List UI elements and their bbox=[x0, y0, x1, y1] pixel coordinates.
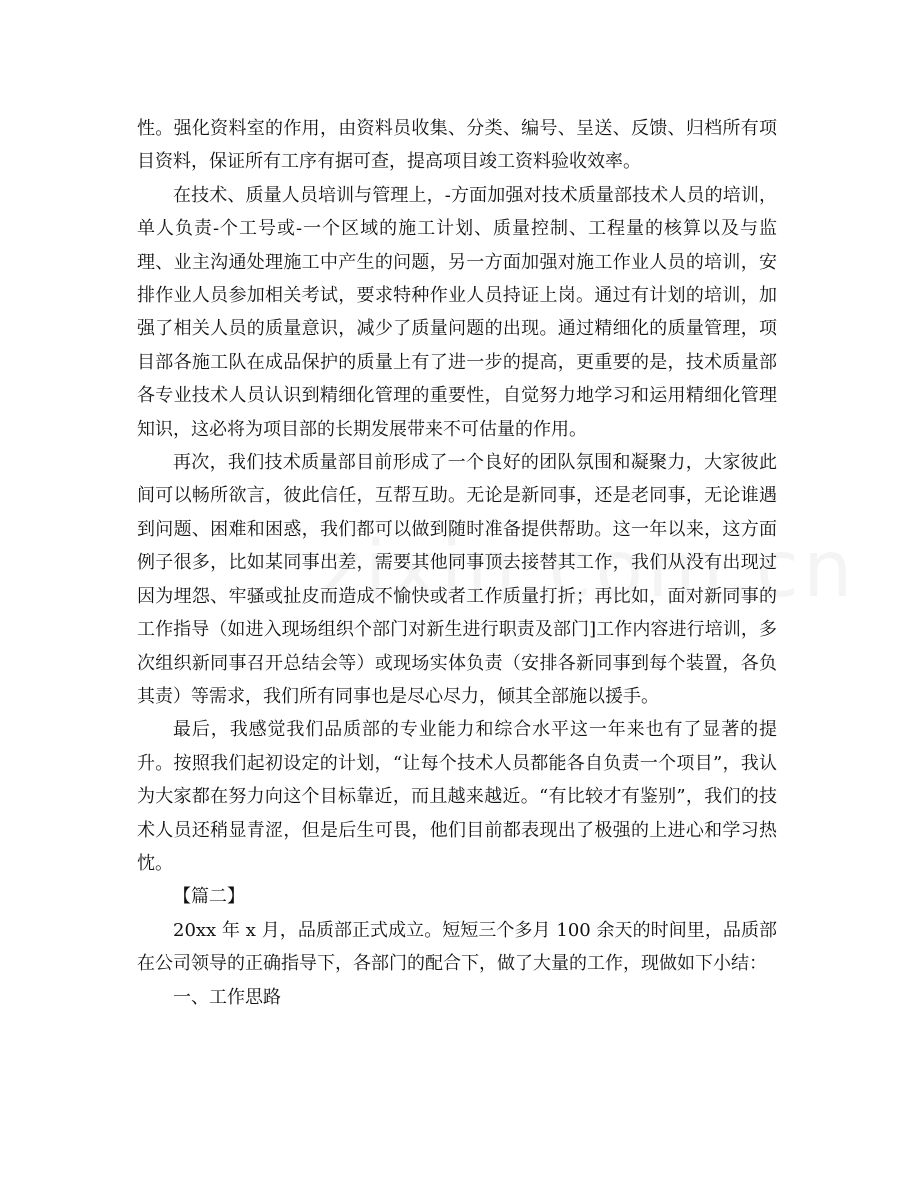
paragraph-team: 再次，我们技术质量部目前形成了一个良好的团队氛围和凝聚力，大家彼此间可以畅所欲言，彼此信任，互帮互助。无论是新同事，还是老同事，无论谁遇到问题、困难和困惑，我们都可以做到随时准备提供帮助。这一年以来，这方面例子很多，比如某同事出差，需要其他同事顶去接替其工作，我们从没有出现过因为埋怨、牢骚或扯皮而造成不愉快或者工作质量打折；再比如，面对新同事的工作指导（如进入现场组织个部门对新生进行职责及部门]工作内容进行培训，多次组织新同事召开总结会等）或现场实体负责（安排各新同事到每个装置，各负其责）等需求，我们所有同事也是尽心尽力，倾其全部施以援手。 bbox=[137, 452, 777, 707]
paragraph-continuation: 性。强化资料室的作用，由资料员收集、分类、编号、呈送、反馈、归档所有项目资料，保证所有工序有据可查，提高项目竣工资料验收效率。 bbox=[137, 118, 777, 173]
paragraph-intro: 20xx 年 x 月，品质部正式成立。短短三个多月 100 余天的时间里，品质部在公司领导的正确指导下，各部门的配合下，做了大量的工作，现做如下小结： bbox=[137, 919, 777, 975]
subheading-work-approach: 一、工作思路 bbox=[173, 986, 281, 1008]
paragraph-ability: 最后，我感觉我们品质部的专业能力和综合水平这一年来也有了显著的提升。按照我们起初设定的计划，“让每个技术人员都能各自负责一个项目”，我认为大家都在努力向这个目标靠近，而且越来越近。“有比较才有鉴别”，我们的技术人员还稍显青涩，但是后生可畏，他们目前都表现出了极强的上进心和学习热忱。 bbox=[137, 719, 777, 874]
document-body bbox=[137, 112, 777, 1014]
section-heading-part-two: 【篇二】 bbox=[173, 886, 245, 908]
paragraph-training: 在技术、质量人员培训与管理上，-方面加强对技术质量部技术人员的培训，单人负责-个工号或-一个区域的施工计划、质量控制、工程量的核算以及与监理、业主沟通处理施工中产生的问题，另一方面加强对施工作业人员的培训，安排作业人员参加相关考试，要求特种作业人员持证上岗。通过有计划的培训，加强了相关人员的质量意识，减少了质量问题的出现。通过精细化的质量管理，项目部各施工队在成品保护的质量上有了进一步的提高，更重要的是，技术质量部各专业技术人员认识到精细化管理的重要性，自觉努力地学习和运用精细化管理知识，这必将为项目部的长期发展带来不可估量的作用。 bbox=[137, 184, 777, 440]
